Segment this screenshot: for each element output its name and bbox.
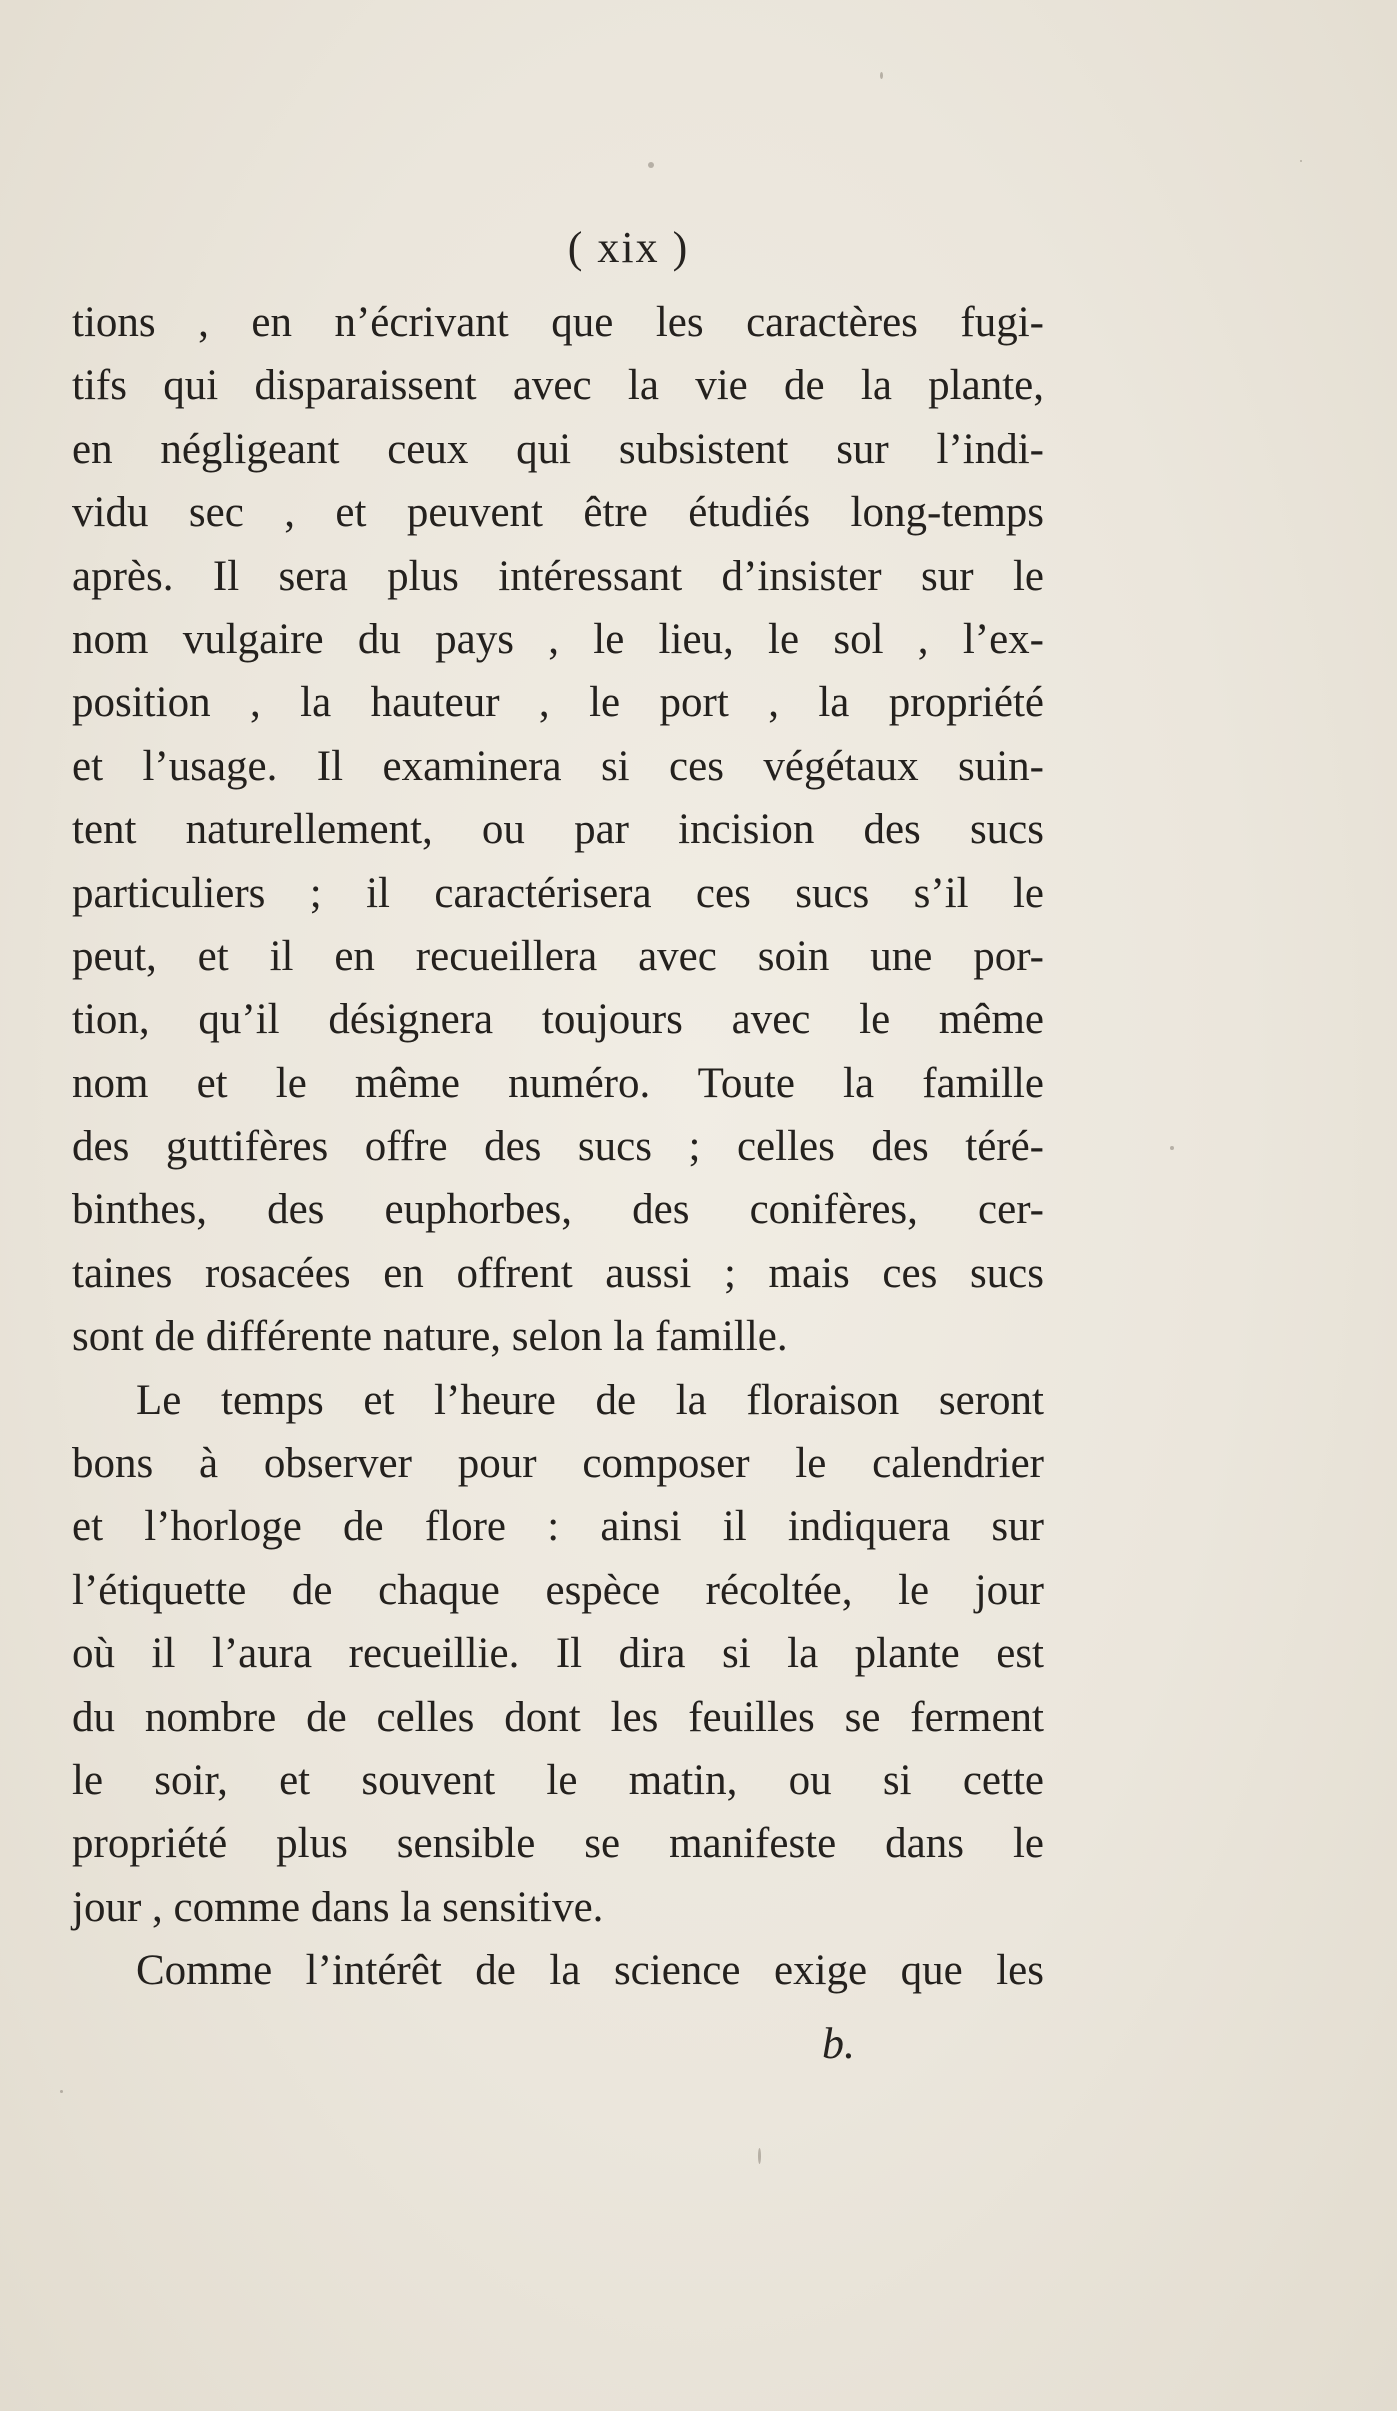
text-line: nom et le même numéro. Toute la famille [72, 1059, 1044, 1107]
paper-speck [648, 162, 654, 168]
text-line: et l’horloge de flore : ainsi il indiquera sur [72, 1503, 1044, 1551]
text-line: bons à observer pour composer le calendrier [72, 1440, 1044, 1488]
text-line: des guttifères offre des sucs ; celles des téré- [72, 1123, 1044, 1171]
paper-speck [880, 72, 883, 79]
text-line: du nombre de celles dont les feuilles se ferment [72, 1693, 1044, 1741]
paper-speck [60, 2090, 63, 2093]
text-line: propriété plus sensible se manifeste dans le [72, 1820, 1044, 1868]
text-line: nom vulgaire du pays , le lieu, le sol , l’ex- [72, 615, 1044, 663]
text-line: où il l’aura recueillie. Il dira si la plante est [72, 1630, 1044, 1678]
body-text [72, 291, 1044, 2003]
text-line: tent naturellement, ou par incision des sucs [72, 806, 1044, 854]
text-line: tion, qu’il désignera toujours avec le même [72, 996, 1044, 1044]
text-line: tifs qui disparaissent avec la vie de la plante, [72, 362, 1044, 410]
paper-speck [1300, 160, 1302, 162]
text-line: jour , comme dans la sensitive. [72, 1883, 604, 1931]
text-line: le soir, et souvent le matin, ou si cette [72, 1756, 1044, 1804]
text-line: peut, et il en recueillera avec soin une por- [72, 932, 1044, 980]
text-line: taines rosacées en offrent aussi ; mais ces sucs [72, 1249, 1044, 1297]
text-line: binthes, des euphorbes, des conifères, cer- [72, 1186, 1044, 1234]
text-line: l’étiquette de chaque espèce récoltée, le jour [72, 1566, 1044, 1614]
paper-speck [1170, 1146, 1174, 1150]
text-line: et l’usage. Il examinera si ces végétaux suin- [72, 742, 1044, 790]
text-line: Le temps et l’heure de la floraison seront [136, 1376, 1044, 1424]
text-line: en négligeant ceux qui subsistent sur l’indi- [72, 425, 1044, 473]
signature-mark: b. [822, 2019, 855, 2068]
page-number-header: ( xix ) [567, 223, 690, 272]
text-line: après. Il sera plus intéressant d’insister sur le [72, 552, 1044, 600]
text-line: sont de différente nature, selon la famille. [72, 1313, 788, 1361]
text-line: vidu sec , et peuvent être étudiés long-temps [72, 489, 1044, 537]
text-line: position , la hauteur , le port , la propriété [72, 679, 1044, 727]
paper-speck [758, 2148, 761, 2164]
text-line: Comme l’intérêt de la science exige que les [136, 1947, 1044, 1995]
text-line: tions , en n’écrivant que les caractères fugi- [72, 299, 1044, 346]
text-line: particuliers ; il caractérisera ces sucs s’il le [72, 869, 1044, 917]
